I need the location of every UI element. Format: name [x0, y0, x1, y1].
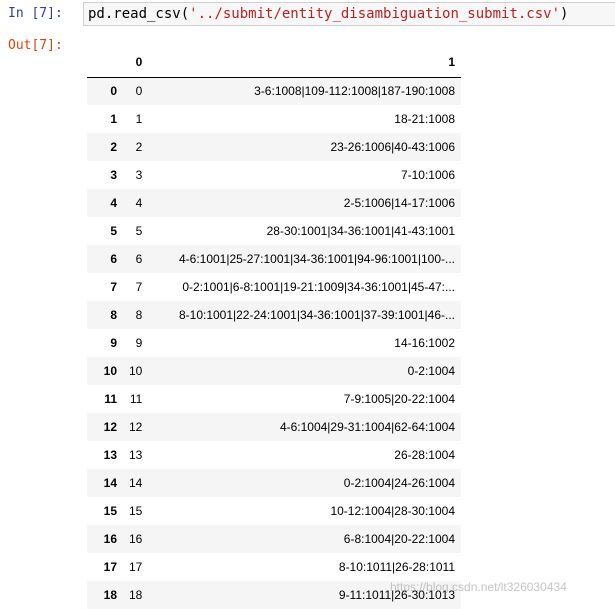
- code-call: pd.read_csv(: [88, 6, 190, 22]
- cell-column-1: 8-10:1001|22-24:1001|34-36:1001|37-39:1001|46-...: [178, 308, 455, 322]
- row-index: 13: [103, 448, 117, 462]
- cell-column-1: 0-2:1004|24-26:1004: [343, 476, 455, 490]
- cell-column-0: 5: [135, 224, 143, 238]
- row-index: 3: [110, 168, 117, 182]
- table-row: [87, 525, 461, 553]
- table-row: [87, 385, 461, 413]
- cell-column-1: 26-28:1004: [394, 448, 455, 462]
- table-row: [87, 329, 461, 357]
- table-row: [87, 357, 461, 385]
- cell-column-1: 2-5:1006|14-17:1006: [343, 196, 455, 210]
- cell-column-1: 9-11:1011|26-30:1013: [338, 588, 455, 602]
- table-row: [87, 161, 461, 189]
- cell-column-1: 23-26:1006|40-43:1006: [330, 140, 455, 154]
- column-header-1: 1: [148, 48, 461, 77]
- table-row: [87, 217, 461, 245]
- cell-column-1: 7-9:1005|20-22:1004: [343, 392, 455, 406]
- index-header: [87, 48, 123, 77]
- table-row: [87, 105, 461, 133]
- cell-column-0: 17: [129, 560, 143, 574]
- table-row: [87, 581, 461, 609]
- row-index: 18: [103, 588, 117, 602]
- table-row: [87, 469, 461, 497]
- row-index: 11: [104, 392, 117, 406]
- cell-column-1: 18-21:1008: [394, 112, 455, 126]
- table-row: [87, 245, 461, 273]
- table-row: [87, 189, 461, 217]
- row-index: 15: [103, 504, 117, 518]
- cell-column-0: 18: [129, 588, 143, 602]
- cell-column-0: 1: [135, 112, 143, 126]
- row-index: 2: [110, 140, 117, 154]
- table-row: [87, 497, 461, 525]
- row-index: 6: [110, 252, 117, 266]
- cell-column-1: 10-12:1004|28-30:1004: [330, 504, 455, 518]
- cell-column-1: 8-10:1011|26-28:1011: [338, 560, 455, 574]
- cell-column-1: 4-6:1001|25-27:1001|34-36:1001|94-96:1001|100-...: [178, 252, 455, 266]
- code-close-paren: ): [560, 6, 569, 22]
- cell-column-1: 7-10:1006: [400, 168, 455, 182]
- row-index: 10: [103, 364, 117, 378]
- row-index: 9: [110, 336, 117, 350]
- cell-column-0: 8: [135, 308, 143, 322]
- row-index: 16: [103, 532, 117, 546]
- cell-column-0: 12: [129, 420, 143, 434]
- cell-column-0: 14: [129, 476, 143, 490]
- cell-column-0: 2: [135, 140, 143, 154]
- dataframe-table: [87, 48, 461, 609]
- row-index: 7: [110, 280, 117, 294]
- cell-column-1: 6-8:1004|20-22:1004: [343, 532, 455, 546]
- cell-column-1: 14-16:1002: [394, 336, 455, 350]
- table-row: [87, 441, 461, 469]
- table-row: [87, 553, 461, 581]
- cell-column-1: 0-2:1004: [407, 364, 455, 378]
- cell-column-0: 6: [135, 252, 143, 266]
- cell-column-0: 7: [135, 280, 143, 294]
- table-row: [87, 133, 461, 161]
- row-index: 5: [110, 224, 117, 238]
- table-body: [87, 77, 461, 609]
- cell-column-0: 10: [129, 364, 143, 378]
- watermark: https://blog.csdn.net/lt326030434: [390, 580, 567, 594]
- cell-column-0: 0: [135, 84, 143, 99]
- table-row: [87, 273, 461, 301]
- row-index: 0: [110, 84, 117, 99]
- row-index: 1: [110, 112, 117, 126]
- cell-column-0: 15: [129, 504, 143, 518]
- row-index: 4: [110, 196, 117, 210]
- cell-column-1: 4-6:1004|29-31:1004|62-64:1004: [279, 420, 455, 434]
- cell-column-1: 3-6:1008|109-112:1008|187-190:1008: [254, 84, 455, 99]
- cell-column-1: 28-30:1001|34-36:1001|41-43:1001: [266, 224, 455, 238]
- cell-column-0: 13: [129, 448, 143, 462]
- table-header-row: [87, 48, 461, 77]
- table-row: [87, 301, 461, 329]
- table-row: [87, 413, 461, 441]
- output-prompt: Out[7]:: [8, 38, 63, 53]
- row-index: 12: [103, 420, 117, 434]
- cell-column-0: 16: [129, 532, 143, 546]
- row-index: 8: [110, 308, 117, 322]
- cell-column-1: 0-2:1001|6-8:1001|19-21:1009|34-36:1001|45-47:...: [182, 280, 455, 294]
- cell-column-0: 9: [135, 336, 143, 350]
- code-string-literal: '../submit/entity_disambiguation_submit.csv': [189, 6, 561, 22]
- cell-column-0: 11: [129, 392, 143, 406]
- column-header-0: 0: [123, 48, 148, 77]
- cell-column-0: 3: [135, 168, 143, 182]
- row-index: 14: [103, 476, 117, 490]
- table-row: [87, 77, 461, 105]
- code-cell-input[interactable]: [83, 2, 615, 26]
- row-index: 17: [103, 560, 117, 574]
- cell-column-0: 4: [135, 196, 143, 210]
- input-prompt: In [7]:: [8, 6, 63, 21]
